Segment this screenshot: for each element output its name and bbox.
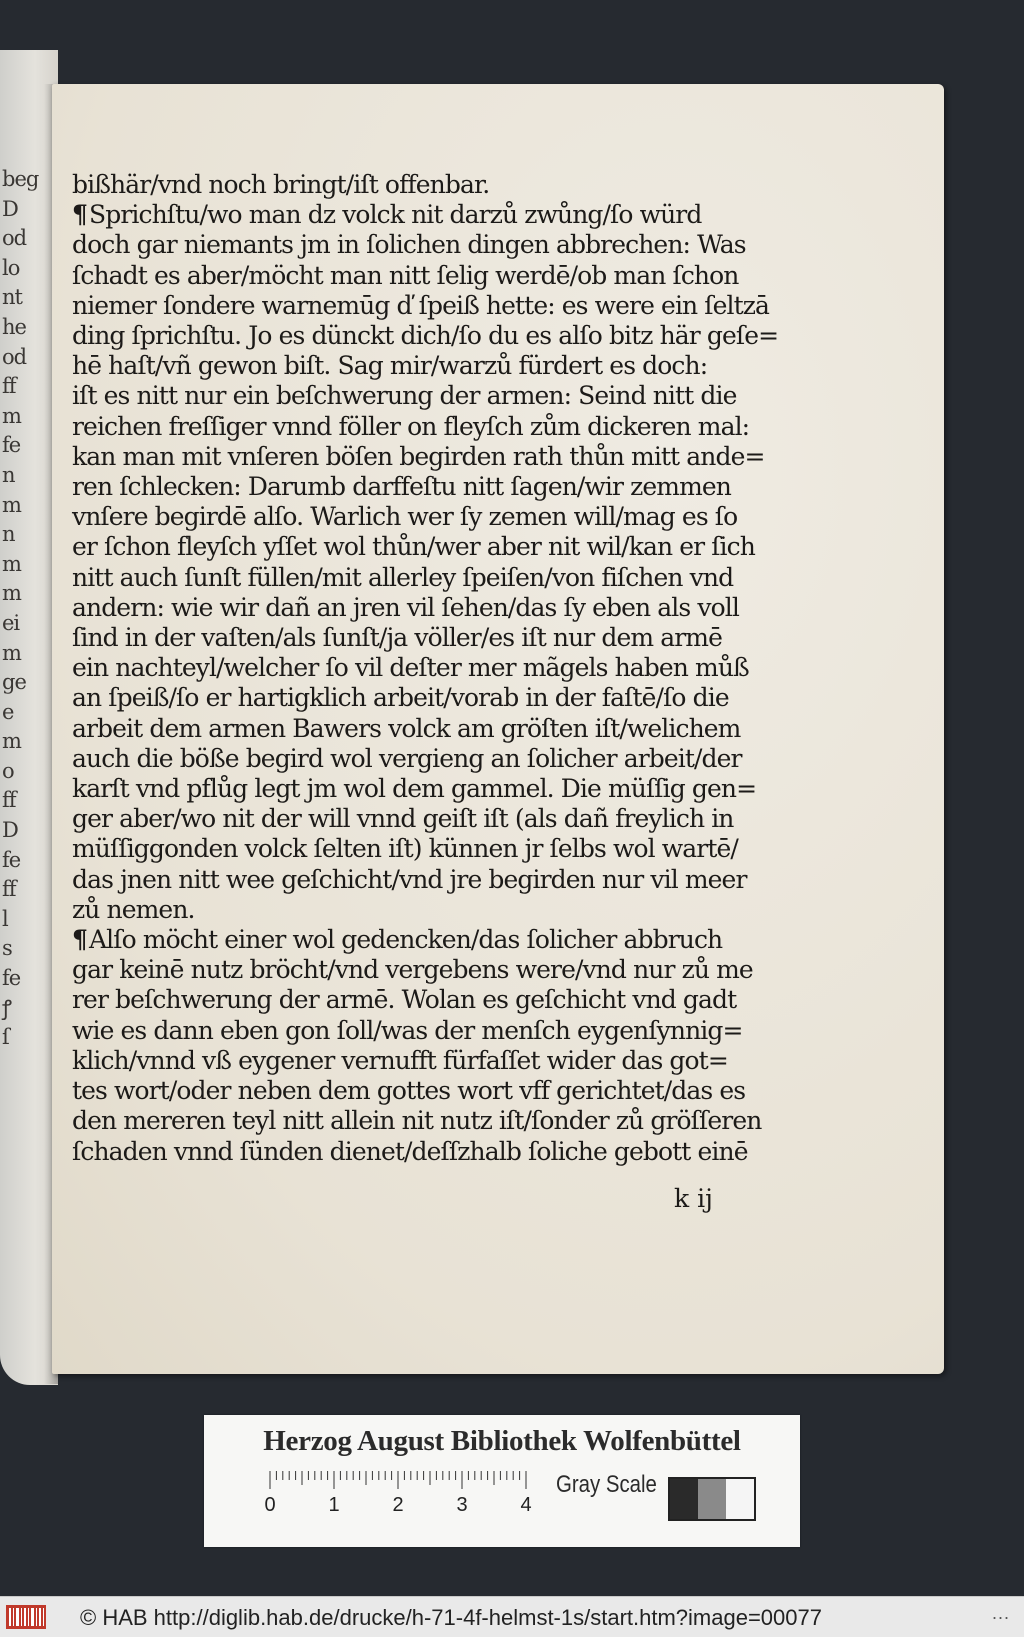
gray-swatch [698,1479,726,1519]
gray-scale-swatches [668,1477,756,1521]
previous-page-fragment: ge [2,670,26,695]
text-line [72,200,832,230]
text-line-content: müſſiggonden volck ſelten iſt) künnen jr ſelbs wol wartē/ [72,834,738,864]
text-line [72,442,832,472]
source-link[interactable]: © HAB http://diglib.hab.de/drucke/h-71-4f-helmst-1s/start.htm?image=00077 [80,1605,822,1630]
previous-page-fragment: n [2,522,15,547]
text-line [72,653,832,683]
ruler-label: 0 [264,1494,276,1516]
text-line [72,895,832,925]
previous-page-fragment: m [2,551,21,576]
text-line [72,925,832,955]
text-line-content: ding ſprichſtu. Jo es dünckt dich/ſo du es alſo bitz här geſe= [72,321,779,351]
text-line-content: an ſpeiß/ſo er hartigklich arbeit/vorab in der faſtē/ſo die [72,683,729,713]
text-line-content: niemer ſondere warnemūg ď ſpeiß hette: es were ein ſeltzā [72,290,770,320]
book-page [52,84,944,1374]
text-line-content: hē haſt/vñ gewon biſt. Sag mir/warzů fürdert es doch: [72,351,708,381]
paragraph-mark-icon: ¶ [72,925,88,955]
text-line [72,230,832,260]
previous-page-fragment: m [2,729,21,754]
text-line [72,563,832,593]
previous-page-fragment: od [2,226,27,251]
previous-page-fragment: nt [2,285,22,310]
text-line [72,502,832,532]
text-line [72,593,832,623]
text-line-content: er ſchon fleyſch yſſet wol thůn/wer aber nit wil/kan er ſich [72,532,755,562]
text-line [72,1137,832,1167]
text-line-content: Alſo möcht einer wol gedencken/das ſolicher abbruch [89,925,723,955]
signature-mark: k ij [674,1184,713,1213]
previous-page-fragment: od [2,344,27,369]
status-bar [0,1596,1024,1637]
text-line [72,985,832,1015]
barcode-icon [6,1603,46,1631]
text-line [72,623,832,653]
text-line-content: den mereren teyl nitt allein nit nutz iſt/ſonder zů gröſſeren [72,1106,762,1136]
text-line-content: auch die böße begird wol vergieng an ſolicher arbeit/der [72,743,742,773]
previous-page-fragment: D [2,818,18,843]
text-line-content: doch gar niemants jm in ſolichen dingen abbrechen: Was [72,230,746,260]
previous-page-fragment: s [2,936,12,961]
scale-ruler [266,1471,530,1515]
text-line-content: nitt auch ſunſt füllen/mit allerley ſpeiſen/von fiſchen vnd [72,562,734,592]
color-reference-card [204,1415,800,1547]
text-line-content: karſt vnd pflůg legt jm wol dem gammel. Die müſſig gen= [72,774,757,804]
text-line [72,834,832,864]
previous-page-fragment: fe [2,847,21,872]
gray-swatch [726,1479,754,1519]
text-line-content: tes wort/oder neben dem gottes wort vff gerichtet/das es [72,1076,746,1106]
ruler-label: 3 [456,1494,468,1516]
text-line [72,774,832,804]
text-line [72,1046,832,1076]
text-line-content: arbeit dem armen Bawers volck am gröſten iſt/welichem [72,713,741,743]
previous-page-text-fragments [2,165,39,1053]
ruler-label: 4 [520,1494,532,1516]
text-line [72,381,832,411]
text-line-content: ren ſchlecken: Darumb darffeſtu nitt ſagen/wir zemmen [72,472,732,502]
previous-page-fragment: fe [2,966,21,991]
text-line [72,351,832,381]
text-line [72,683,832,713]
paragraph-mark-icon: ¶ [72,200,88,230]
text-line [72,865,832,895]
text-line [72,804,832,834]
previous-page-fragment: n [2,462,15,487]
previous-page-fragment: ff [2,788,16,813]
text-line-content: zů nemen. [72,894,195,924]
text-line-content: ger aber/wo nit der will vnnd geiſt iſt (als dañ freylich in [72,804,734,834]
text-line [72,955,832,985]
previous-page-fragment: m [2,492,21,517]
previous-page-fragment: ei [2,610,20,635]
text-line [72,412,832,442]
previous-page-fragment: m [2,640,21,665]
text-line-content: bißhär/vnd noch bringt/iſt offenbar. [72,170,490,199]
gray-scale-label: Gray Scale [556,1471,657,1498]
text-line-content: wie es dann eben gon ſoll/was der menſch eygenſynnig= [72,1015,743,1045]
page-body-text [72,170,832,1167]
text-line [72,714,832,744]
text-line-content: rer beſchwerung der armē. Wolan es geſchicht vnd gadt [72,985,737,1015]
text-line [72,291,832,321]
ruler-label: 1 [328,1494,340,1516]
text-line [72,321,832,351]
text-line-content: iſt es nitt nur ein beſchwerung der armen: Seind nitt die [72,381,737,411]
text-line-content: kan man mit vnſeren böſen begirden rath thůn mitt ande= [72,441,765,471]
previous-page-fragment: fe [2,433,21,458]
text-line [72,261,832,291]
text-line [72,1016,832,1046]
text-line-content: ſind in der vaſten/als ſunſt/ja völler/es iſt nur dem armē [72,623,722,653]
text-line-content: gar keinē nutz bröcht/vnd vergebens were/vnd nur zů me [72,955,753,985]
gray-swatch [670,1479,698,1519]
text-line [72,1106,832,1136]
previous-page-fragment: m [2,403,21,428]
text-line-content: ein nachteyl/welcher ſo vil deſter mer mãgels haben můß [72,653,749,683]
previous-page-fragment: D [2,196,18,221]
text-line-content: ſchadt es aber/möcht man nitt ſelig werdē/ob man ſchon [72,260,739,290]
previous-page-fragment: m [2,581,21,606]
previous-page-fragment: lo [2,255,20,280]
text-line [72,1076,832,1106]
previous-page-fragment: e [2,699,14,724]
text-line-content: ſchaden vnnd ſünden dienet/deſſzhalb ſoliche gebott einē [72,1136,748,1166]
library-name: Herzog August Bibliothek Wolfenbüttel [263,1425,741,1457]
text-line-content: vnſere begirdē alſo. Warlich wer ſy zemen will/mag es ſo [72,502,738,532]
text-line-content: klich/vnnd vß eygener vernufft fürfaſſet wider das got= [72,1045,728,1075]
more-options-icon[interactable]: ... [991,1603,1010,1623]
ruler-label: 2 [392,1494,404,1516]
text-line [72,472,832,502]
previous-page-fragment: l [2,906,8,931]
text-line [72,532,832,562]
text-line [72,170,832,200]
text-line [72,744,832,774]
text-line-content: das jnen nitt wee geſchicht/vnd jre begirden nur vil meer [72,864,747,894]
previous-page-fragment: beg [2,167,39,191]
previous-page-fragment: o [2,758,14,783]
text-line-content: reichen freſſiger vnnd föller on fleyſch zům dickeren mal: [72,411,750,441]
previous-page-fragment: he [2,314,26,339]
previous-page-fragment: ꝭ [2,995,11,1020]
text-line-content: Sprichſtu/wo man dz volck nit darzů zwůng/ſo würd [89,200,702,230]
previous-page-fragment: ſ [2,1025,9,1050]
previous-page-fragment: ff [2,877,16,902]
text-line-content: andern: wie wir dañ an jren vil ſehen/das ſy eben als voll [72,592,739,622]
previous-page-fragment: ff [2,374,16,399]
